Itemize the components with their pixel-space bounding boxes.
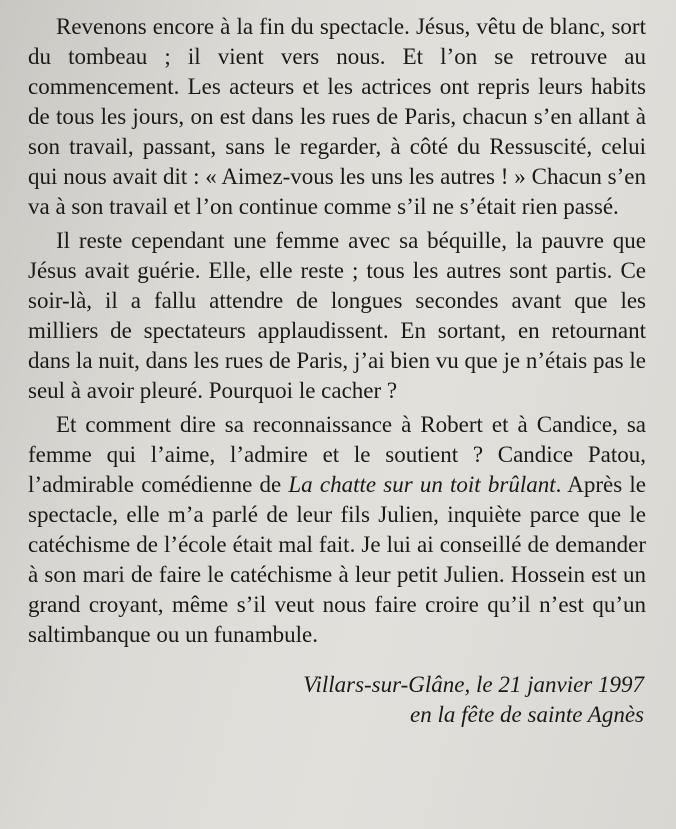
paragraph-gratitude-text-2: . Après le spectacle, elle m’a parlé de leur fils Julien, inquiète parce que le catéchisme de l’école était mal fait. Je lui ai conseillé de demander à son mari de faire le catéchisme à leur petit Julien. Hossein est un grand croyant, même s’il veut nous faire croire qu’il n’est qu’un saltimbanque ou un funambule. bbox=[28, 472, 647, 647]
paragraph-end-of-show: Revenons encore à la fin du spectacle. Jésus, vêtu de blanc, sort du tombeau ; il vient vers nous. Et l’on se retrouve au commencement. Les acteurs et les actrices ont repris leurs habits de tous les jours, on est dans les rues de Paris, chacun s’en allant à son travail, passant, sans le regarder, à côté du Ressuscité, celui qui nous avait dit : « Aimez-vous les uns les autres ! » Chacun s’en va à son travail et l’on continue comme s’il ne s’était rien passé. bbox=[28, 14, 646, 219]
play-title: La chatte sur un toit brûlant bbox=[288, 472, 556, 497]
paragraph-woman-with-crutch: Il reste cependant une femme avec sa béquille, la pauvre que Jésus avait guérie. Elle, elle reste ; tous les autres sont partis. Ce soir-là, il a fallu attendre de longues secondes avant que les milliers de spectateurs applaudissent. En sortant, en retournant dans la nuit, dans les rues de Paris, j’ai bien vu que je n’étais pas le seul à avoir pleuré. Pourquoi le cacher ? bbox=[28, 228, 646, 403]
paragraph-gratitude bbox=[28, 410, 646, 650]
paragraph-gratitude-text-1: Et comment dire sa reconnaissance à Robert et à Candice, sa femme qui l’aime, l’admire et le soutient ? Candice Patou, l’admirable comédienne de bbox=[28, 412, 646, 497]
signature-block bbox=[28, 670, 646, 730]
signature-feast: en la fête de sainte Agnès bbox=[410, 702, 644, 727]
signature-place-date: Villars-sur-Glâne, le 21 janvier 1997 bbox=[303, 672, 644, 697]
